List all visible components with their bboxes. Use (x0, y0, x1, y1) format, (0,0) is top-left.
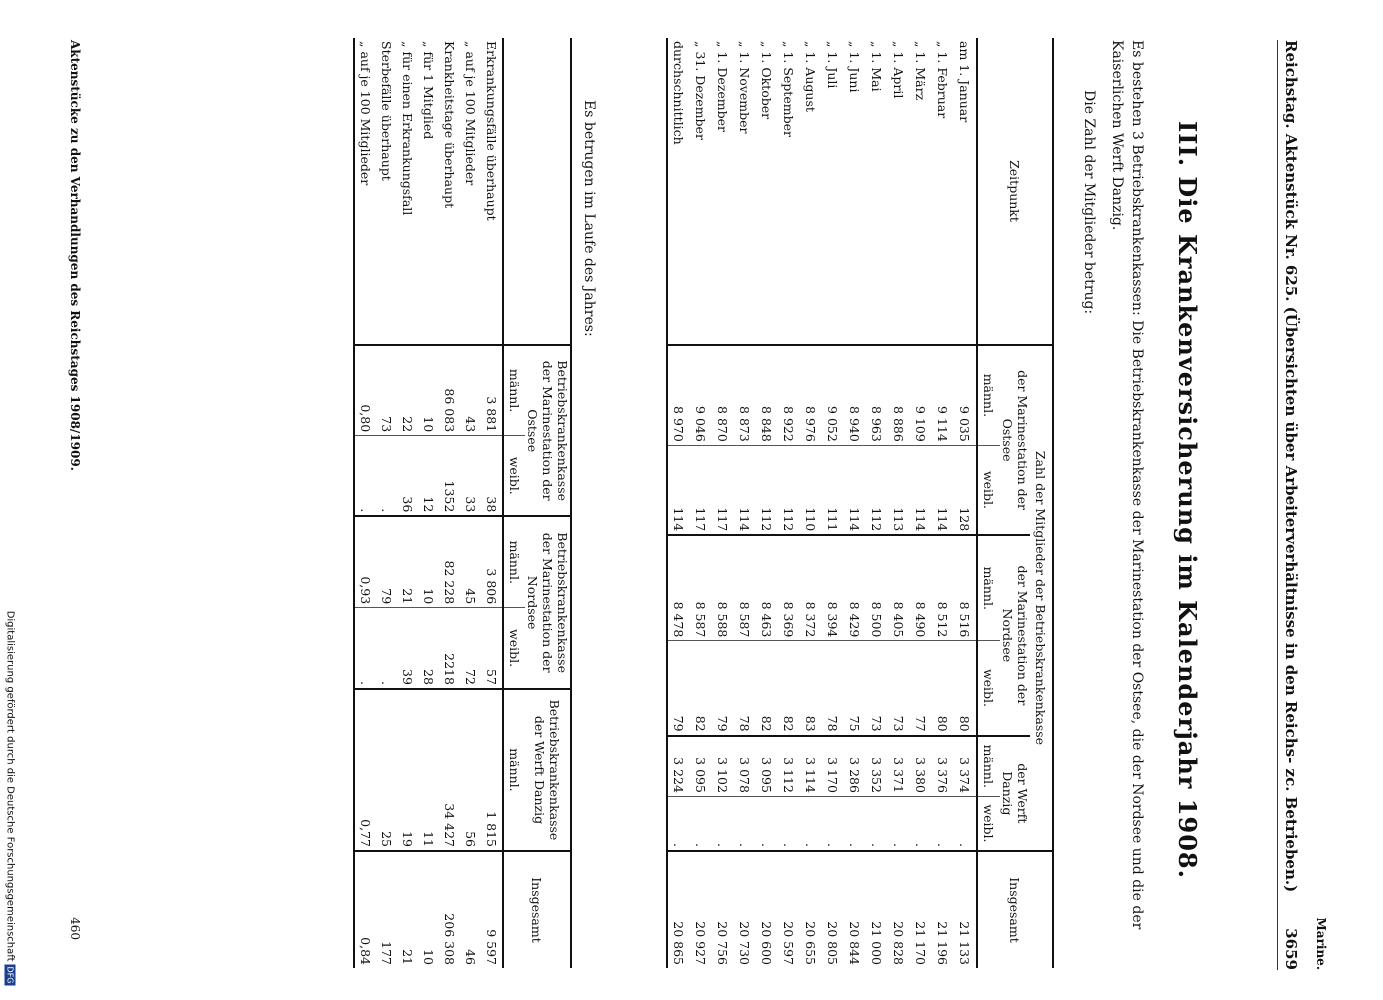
maennl-header: männl. (977, 345, 1000, 445)
ostsee-maennl-cell: 9 114 (932, 345, 954, 445)
table-row (667, 38, 690, 968)
werft-weibl-cell: . (734, 796, 756, 851)
weibl-header: weibl. (977, 796, 1000, 851)
nordsee-maennl-cell: 10 (418, 516, 439, 607)
t2-corner (503, 38, 571, 345)
total-cell: 21 133 (954, 851, 977, 968)
werft-maennl-cell: 3 102 (712, 736, 734, 797)
werft-maennl-cell: 34 427 (439, 689, 460, 851)
document-page (67, 20, 1328, 980)
members-table (666, 38, 1054, 968)
total-cell: 21 170 (910, 851, 932, 968)
ostsee-maennl-cell: 8 970 (667, 345, 690, 445)
row-label: Erkrankungsfälle überhaupt (483, 41, 499, 221)
werft-weibl-cell: . (888, 796, 910, 851)
total-cell: 20 730 (734, 851, 756, 968)
nordsee-weibl-cell: 82 (778, 641, 800, 736)
ostsee-maennl-cell: 3 881 (481, 345, 503, 436)
ostsee-weibl-cell: 110 (800, 445, 822, 535)
row-label: „ 1. Juni (847, 41, 862, 93)
running-header (1277, 40, 1328, 970)
werft-maennl-cell: 1 815 (481, 689, 503, 851)
nordsee-weibl-cell: 79 (712, 641, 734, 736)
maennl-header: männl. (503, 345, 525, 436)
total-cell: 20 805 (822, 851, 844, 968)
ostsee-weibl-cell: 114 (734, 445, 756, 535)
maennl-header: männl. (977, 535, 1000, 641)
werft-maennl-cell: 3 380 (910, 736, 932, 797)
werft-weibl-cell: . (667, 796, 690, 851)
nordsee-weibl-cell: . (354, 608, 376, 689)
t2-werft-header: Betriebskrankenkasse der Werft Danzig (525, 689, 571, 851)
nordsee-maennl-cell: 79 (376, 516, 397, 607)
werft-weibl-cell: . (844, 796, 866, 851)
werft-maennl-cell: 3 112 (778, 736, 800, 797)
total-cell: 0,84 (354, 851, 376, 968)
total-cell: 177 (376, 851, 397, 968)
nordsee-weibl-cell: 82 (756, 641, 778, 736)
werft-maennl-cell: 3 224 (667, 736, 690, 797)
nordsee-maennl-cell: 45 (460, 516, 481, 607)
ostsee-maennl-cell: 8 848 (756, 345, 778, 445)
footer-credit-text: Digitalisierung gefördert durch die Deutsche Forschungsgemeinschaft (4, 610, 16, 962)
page-title: III. Die Krankenversicherung im Kalenderjahr 1908. (1172, 121, 1202, 879)
nordsee-maennl-cell: 8 587 (690, 535, 712, 641)
row-label: am 1. Januar (957, 41, 972, 123)
werft-maennl-cell: 3 352 (866, 736, 888, 797)
table1-lead: Die Zahl der Mitglieder betrug: (1080, 90, 1097, 315)
dfg-logo: DFG (5, 966, 15, 984)
table-row (778, 38, 800, 968)
weibl-header: weibl. (503, 436, 525, 517)
nordsee-weibl-cell: 2218 (439, 608, 460, 689)
total-cell: 20 756 (712, 851, 734, 968)
row-label: „ 1. August (803, 41, 818, 112)
row-label: „ 1. Mai (869, 41, 884, 92)
nordsee-weibl-cell: 78 (822, 641, 844, 736)
t2-nordsee-header: Betriebskrankenkasse der Marinestation der Nordsee (525, 516, 571, 689)
nordsee-maennl-cell: 8 587 (734, 535, 756, 641)
nordsee-weibl-cell: . (376, 608, 397, 689)
ostsee-maennl-cell: 43 (460, 345, 481, 436)
table-row (376, 38, 397, 968)
row-label: „ 31. Dezember (693, 41, 708, 140)
ostsee-weibl-cell: . (354, 436, 376, 517)
footer-strip (0, 0, 20, 1000)
nordsee-weibl-cell: 79 (667, 641, 690, 736)
ostsee-weibl-cell: 111 (822, 445, 844, 535)
total-cell: 46 (460, 851, 481, 968)
ostsee-weibl-cell: 114 (932, 445, 954, 535)
total-cell: 20 600 (756, 851, 778, 968)
werft-weibl-cell: . (778, 796, 800, 851)
row-label: „ 1. November (737, 41, 752, 134)
ostsee-maennl-cell: 8 940 (844, 345, 866, 445)
nordsee-maennl-cell: 8 405 (888, 535, 910, 641)
table-row (690, 38, 712, 968)
nordsee-maennl-cell: 8 516 (954, 535, 977, 641)
nordsee-maennl-cell: 8 512 (932, 535, 954, 641)
ostsee-maennl-cell: 73 (376, 345, 397, 436)
ostsee-header: der Marinestation der Ostsee (1000, 345, 1030, 535)
row-label: durchschnittlich (671, 41, 686, 145)
weibl-header: weibl. (503, 608, 525, 689)
total-cell: 20 655 (800, 851, 822, 968)
werft-maennl-cell: 3 078 (734, 736, 756, 797)
nordsee-maennl-cell: 8 490 (910, 535, 932, 641)
ostsee-maennl-cell: 86 083 (439, 345, 460, 436)
total-cell: 20 597 (778, 851, 800, 968)
ostsee-maennl-cell: 8 922 (778, 345, 800, 445)
werft-maennl-cell: 19 (397, 689, 418, 851)
nordsee-weibl-cell: 78 (734, 641, 756, 736)
ostsee-weibl-cell: 1352 (439, 436, 460, 517)
werft-maennl-cell: 3 374 (954, 736, 977, 797)
nordsee-maennl-cell: 3 806 (481, 516, 503, 607)
werft-weibl-cell: . (910, 796, 932, 851)
table-row (712, 38, 734, 968)
row-label: Sterbefälle überhaupt (378, 41, 394, 181)
total-header: Insgesamt (977, 851, 1053, 968)
total-cell: 10 (418, 851, 439, 968)
nordsee-maennl-cell: 21 (397, 516, 418, 607)
maennl-header: männl. (503, 689, 525, 851)
nordsee-maennl-cell: 0,93 (354, 516, 376, 607)
nordsee-maennl-cell: 8 372 (800, 535, 822, 641)
nordsee-weibl-cell: 73 (888, 641, 910, 736)
nordsee-header: der Marinestation der Nordsee (1000, 535, 1030, 735)
nordsee-maennl-cell: 8 429 (844, 535, 866, 641)
group-header: Zahl der Mitglieder der Betriebskrankenkasse (1030, 345, 1053, 851)
total-cell: 21 (397, 851, 418, 968)
table-row (932, 38, 954, 968)
werft-maennl-cell: 3 095 (756, 736, 778, 797)
row-label: „ 1. Februar (935, 41, 950, 119)
ostsee-weibl-cell: . (376, 436, 397, 517)
nordsee-maennl-cell: 8 463 (756, 535, 778, 641)
row-label: „ 1. September (781, 41, 796, 137)
table-row (397, 38, 418, 968)
t2-total-header: Insgesamt (503, 851, 571, 968)
maennl-header: männl. (503, 516, 525, 607)
werft-maennl-cell: 25 (376, 689, 397, 851)
table-row (888, 38, 910, 968)
ostsee-weibl-cell: 112 (756, 445, 778, 535)
nordsee-maennl-cell: 8 478 (667, 535, 690, 641)
werft-maennl-cell: 3 376 (932, 736, 954, 797)
ostsee-weibl-cell: 38 (481, 436, 503, 517)
werft-maennl-cell: 3 114 (800, 736, 822, 797)
nordsee-maennl-cell: 8 500 (866, 535, 888, 641)
werft-maennl-cell: 3 371 (888, 736, 910, 797)
total-cell: 20 844 (844, 851, 866, 968)
ostsee-maennl-cell: 9 052 (822, 345, 844, 445)
ostsee-maennl-cell: 9 046 (690, 345, 712, 445)
ostsee-maennl-cell: 8 886 (888, 345, 910, 445)
nordsee-maennl-cell: 8 588 (712, 535, 734, 641)
row-label: „ 1. April (891, 41, 906, 99)
nordsee-maennl-cell: 8 369 (778, 535, 800, 641)
total-cell: 20 927 (690, 851, 712, 968)
werft-weibl-cell: . (690, 796, 712, 851)
ostsee-weibl-cell: 112 (866, 445, 888, 535)
nordsee-weibl-cell: 82 (690, 641, 712, 736)
row-label: „ für 1 Mitglied (420, 41, 436, 140)
ostsee-weibl-cell: 36 (397, 436, 418, 517)
ostsee-maennl-cell: 0,80 (354, 345, 376, 436)
ostsee-weibl-cell: 12 (418, 436, 439, 517)
nordsee-weibl-cell: 73 (866, 641, 888, 736)
ostsee-maennl-cell: 8 873 (734, 345, 756, 445)
ostsee-maennl-cell: 8 976 (800, 345, 822, 445)
nordsee-weibl-cell: 28 (418, 608, 439, 689)
werft-maennl-cell: 0,77 (354, 689, 376, 851)
werft-weibl-cell: . (954, 796, 977, 851)
ostsee-maennl-cell: 8 870 (712, 345, 734, 445)
table-row (418, 38, 439, 968)
weibl-header: weibl. (977, 641, 1000, 736)
ostsee-weibl-cell: 128 (954, 445, 977, 535)
total-cell: 20 865 (667, 851, 690, 968)
ostsee-weibl-cell: 114 (844, 445, 866, 535)
weibl-header: weibl. (977, 445, 1000, 535)
table-row (734, 38, 756, 968)
table-row (460, 38, 481, 968)
table-row (481, 38, 503, 968)
werft-weibl-cell: . (866, 796, 888, 851)
table-row (954, 38, 977, 968)
ostsee-weibl-cell: 114 (667, 445, 690, 535)
row-label: „ 1. Dezember (715, 41, 730, 132)
zeitpunkt-header: Zeitpunkt (1007, 160, 1022, 222)
row-label: „ 1. Juli (825, 41, 840, 89)
nordsee-weibl-cell: 80 (932, 641, 954, 736)
table-row (866, 38, 888, 968)
row-label: „ auf je 100 Mitglieder (462, 41, 478, 186)
ostsee-weibl-cell: 117 (712, 445, 734, 535)
total-cell: 21 000 (866, 851, 888, 968)
ostsee-maennl-cell: 8 963 (866, 345, 888, 445)
werft-weibl-cell: . (756, 796, 778, 851)
nordsee-weibl-cell: 72 (460, 608, 481, 689)
nordsee-weibl-cell: 77 (910, 641, 932, 736)
werft-maennl-cell: 3 286 (844, 736, 866, 797)
header-left: Reichstag. Aktenstück Nr. 625. (Übersichten über Arbeiterverhältnisse in den Reichs- zc. Betrieben.) (1281, 40, 1300, 893)
row-label: „ für einen Erkrankungsfall (399, 41, 415, 216)
werft-maennl-cell: 3 095 (690, 736, 712, 797)
nordsee-weibl-cell: 83 (800, 641, 822, 736)
table-row (354, 38, 376, 968)
total-cell: 21 196 (932, 851, 954, 968)
total-cell: 20 828 (888, 851, 910, 968)
maennl-header: männl. (977, 736, 1000, 797)
ostsee-maennl-cell: 9 109 (910, 345, 932, 445)
nordsee-maennl-cell: 82 228 (439, 516, 460, 607)
ostsee-weibl-cell: 113 (888, 445, 910, 535)
werft-weibl-cell: . (800, 796, 822, 851)
ostsee-maennl-cell: 22 (397, 345, 418, 436)
ostsee-weibl-cell: 114 (910, 445, 932, 535)
table-row (756, 38, 778, 968)
table-row (800, 38, 822, 968)
table-row (439, 38, 460, 968)
row-label: Krankheitstage überhaupt (441, 41, 457, 209)
werft-header: der Werft Danzig (1000, 736, 1030, 851)
section-label: Marine. (1313, 917, 1328, 970)
nordsee-maennl-cell: 8 394 (822, 535, 844, 641)
ostsee-maennl-cell: 10 (418, 345, 439, 436)
intro-paragraph: Es bestehen 3 Betriebskrankenkassen: Die Betriebskrankenkasse der Marinestation der Ostsee, die der Nordsee und die der Kaiserlichen Werft Danzig. (1108, 40, 1145, 930)
nordsee-weibl-cell: 75 (844, 641, 866, 736)
nordsee-weibl-cell: 39 (397, 608, 418, 689)
werft-maennl-cell: 3 170 (822, 736, 844, 797)
ostsee-weibl-cell: 112 (778, 445, 800, 535)
ostsee-weibl-cell: 117 (690, 445, 712, 535)
total-cell: 206 308 (439, 851, 460, 968)
t2-ostsee-header: Betriebskrankenkasse der Marinestation der Ostsee (525, 345, 571, 516)
header-page: 3659 (1281, 928, 1300, 970)
row-label: „ 1. März (913, 41, 928, 101)
total-cell: 9 597 (481, 851, 503, 968)
table-row (822, 38, 844, 968)
footer-credit (5, 6, 16, 986)
table-row (844, 38, 866, 968)
table2-lead: Es betrugen im Laufe des Jahres: (580, 100, 597, 337)
row-label: „ 1. Oktober (759, 41, 774, 120)
werft-maennl-cell: 56 (460, 689, 481, 851)
werft-maennl-cell: 11 (418, 689, 439, 851)
werft-weibl-cell: . (932, 796, 954, 851)
row-label: „ auf je 100 Mitglieder (357, 41, 373, 186)
page-number: 460 (67, 917, 82, 940)
werft-weibl-cell: . (712, 796, 734, 851)
nordsee-weibl-cell: 80 (954, 641, 977, 736)
illness-table (353, 38, 572, 968)
table-row (910, 38, 932, 968)
publication-note: Aktenstücke zu den Verhandlungen des Reichstages 1908/1909. (67, 40, 82, 471)
werft-weibl-cell: . (822, 796, 844, 851)
nordsee-weibl-cell: 57 (481, 608, 503, 689)
ostsee-weibl-cell: 33 (460, 436, 481, 517)
ostsee-maennl-cell: 9 035 (954, 345, 977, 445)
